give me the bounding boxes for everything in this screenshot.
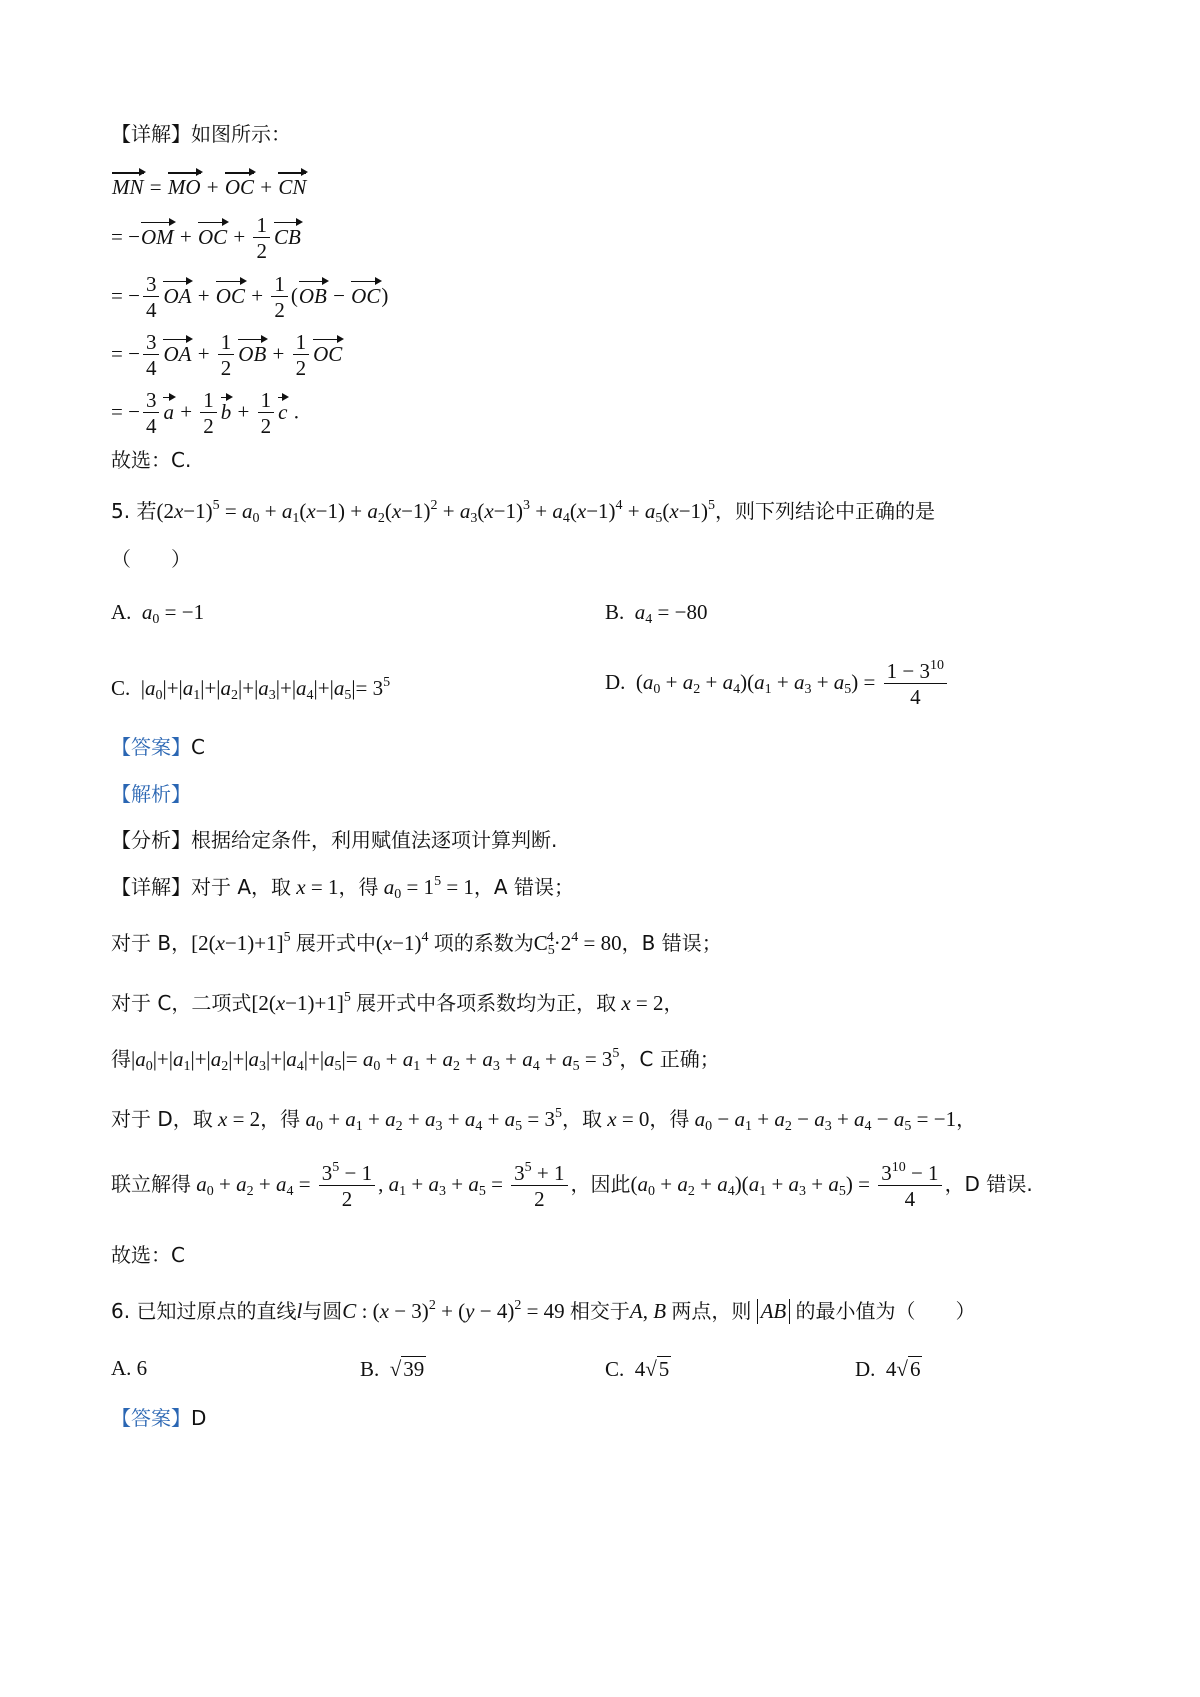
answer-5: 【答案】C: [111, 735, 205, 759]
q5-option-d: D. $(a_0 + a_2 + a_4)(a_1 + a_3 + a_5)$ = $\frac{1 - 3^{10}}{4}$: [605, 658, 950, 710]
detail-line-2: 对于 B，$[2(x-1)+1]^5$ 展开式中$(x-1)^4$ 项的系数为$C_5^4\cdot 2^4 = 80$，B 错误；: [111, 930, 722, 958]
analysis-text: 【分析】根据给定条件，利用赋值法逐项计算判断.: [111, 828, 558, 852]
detail-line-1: 【详解】对于 A，取 x = 1，得 $a_0 = 1^5 = 1$，A 错误；: [111, 874, 574, 902]
analysis-label: 【解析】: [111, 782, 191, 806]
vector-step-3: = − $\frac{3}{4}$ OA + OC + $\frac{1}{2}$ (OB − OC): [111, 272, 389, 323]
detail-line-3: 对于 C，二项式$[2(x-1)+1]^5$ 展开式中各项系数均为正，取 x = 2，: [111, 990, 684, 1015]
detail-line-4: 得$|a_0|+|a_1|+|a_2|+|a_3|+|a_4|+|a_5|= a_0 + a_1 + a_2 + a_3 + a_4 + a_5 = 3^5$，C 正确；: [111, 1046, 720, 1074]
vector-step-5: = − $\frac{3}{4}$ a + $\frac{1}{2}$ b + $\frac{1}{2}$ c .: [111, 388, 299, 439]
answer-6: 【答案】D: [111, 1406, 207, 1430]
q6-stem: 6. 已知过原点的直线l与圆C : $(x - 3)^2 + (y - 4)^2 = 49$ 相交于A, B 两点，则 AB 的最小值为（ ）: [111, 1298, 976, 1323]
choose-c-1: 故选：C.: [111, 448, 192, 472]
detail-line-6: 联立解得 $a_0 + a_2 + a_4$ = $\frac{3^5 - 1}{2}$ , $a_1 + a_3 + a_5$ = $\frac{3^5 + 1}{2}$ ，因此$(a_0 + a_2 + a_4)(a_1 + a_3 + a_5)$ = $\frac{3^{10} - 1}{4}$ ，D 错误.: [111, 1160, 1033, 1212]
q5-option-c: C. $|a_0|+|a_1|+|a_2|+|a_3|+|a_4|+|a_5|= 3^5$: [111, 675, 391, 703]
q6-option-d: D. 4√6: [855, 1357, 921, 1381]
q6-option-b: B. √39: [360, 1357, 425, 1381]
vector-step-4: = − $\frac{3}{4}$ OA + $\frac{1}{2}$ OB + $\frac{1}{2}$ OC: [111, 330, 343, 381]
choose-c-2: 故选：C: [111, 1243, 185, 1267]
q5-option-b: B. $a_4 = -80$: [605, 600, 708, 627]
detail-header: 【详解】如图所示：: [111, 122, 291, 146]
detail-line-5: 对于 D，取 x = 2，得 $a_0 + a_1 + a_2 + a_3 + a_4 + a_5 = 3^5$，取 x = 0，得 $a_0 - a_1 + a_2 - a_3 + a_4 - a_5 = -1$，: [111, 1106, 977, 1134]
vector-step-2: = −OM + OC + $\frac{1}{2}$ CB: [111, 213, 301, 264]
q5-stem: 5. 若$(2x-1)^5 = a_0 + a_1(x-1) + a_2(x-1)^2 + a_3(x-1)^3 + a_4(x-1)^4 + a_5(x-1)^5$，则下列结论中正确的是: [111, 498, 936, 526]
vector-step-1: MN = MO + OC + CN: [112, 175, 307, 199]
q6-option-c: C. 4√5: [605, 1357, 670, 1381]
q6-option-a: A. 6: [111, 1356, 148, 1380]
q5-option-a: A. $a_0 = -1$: [111, 600, 205, 627]
q5-paren: （ ）: [111, 547, 191, 571]
